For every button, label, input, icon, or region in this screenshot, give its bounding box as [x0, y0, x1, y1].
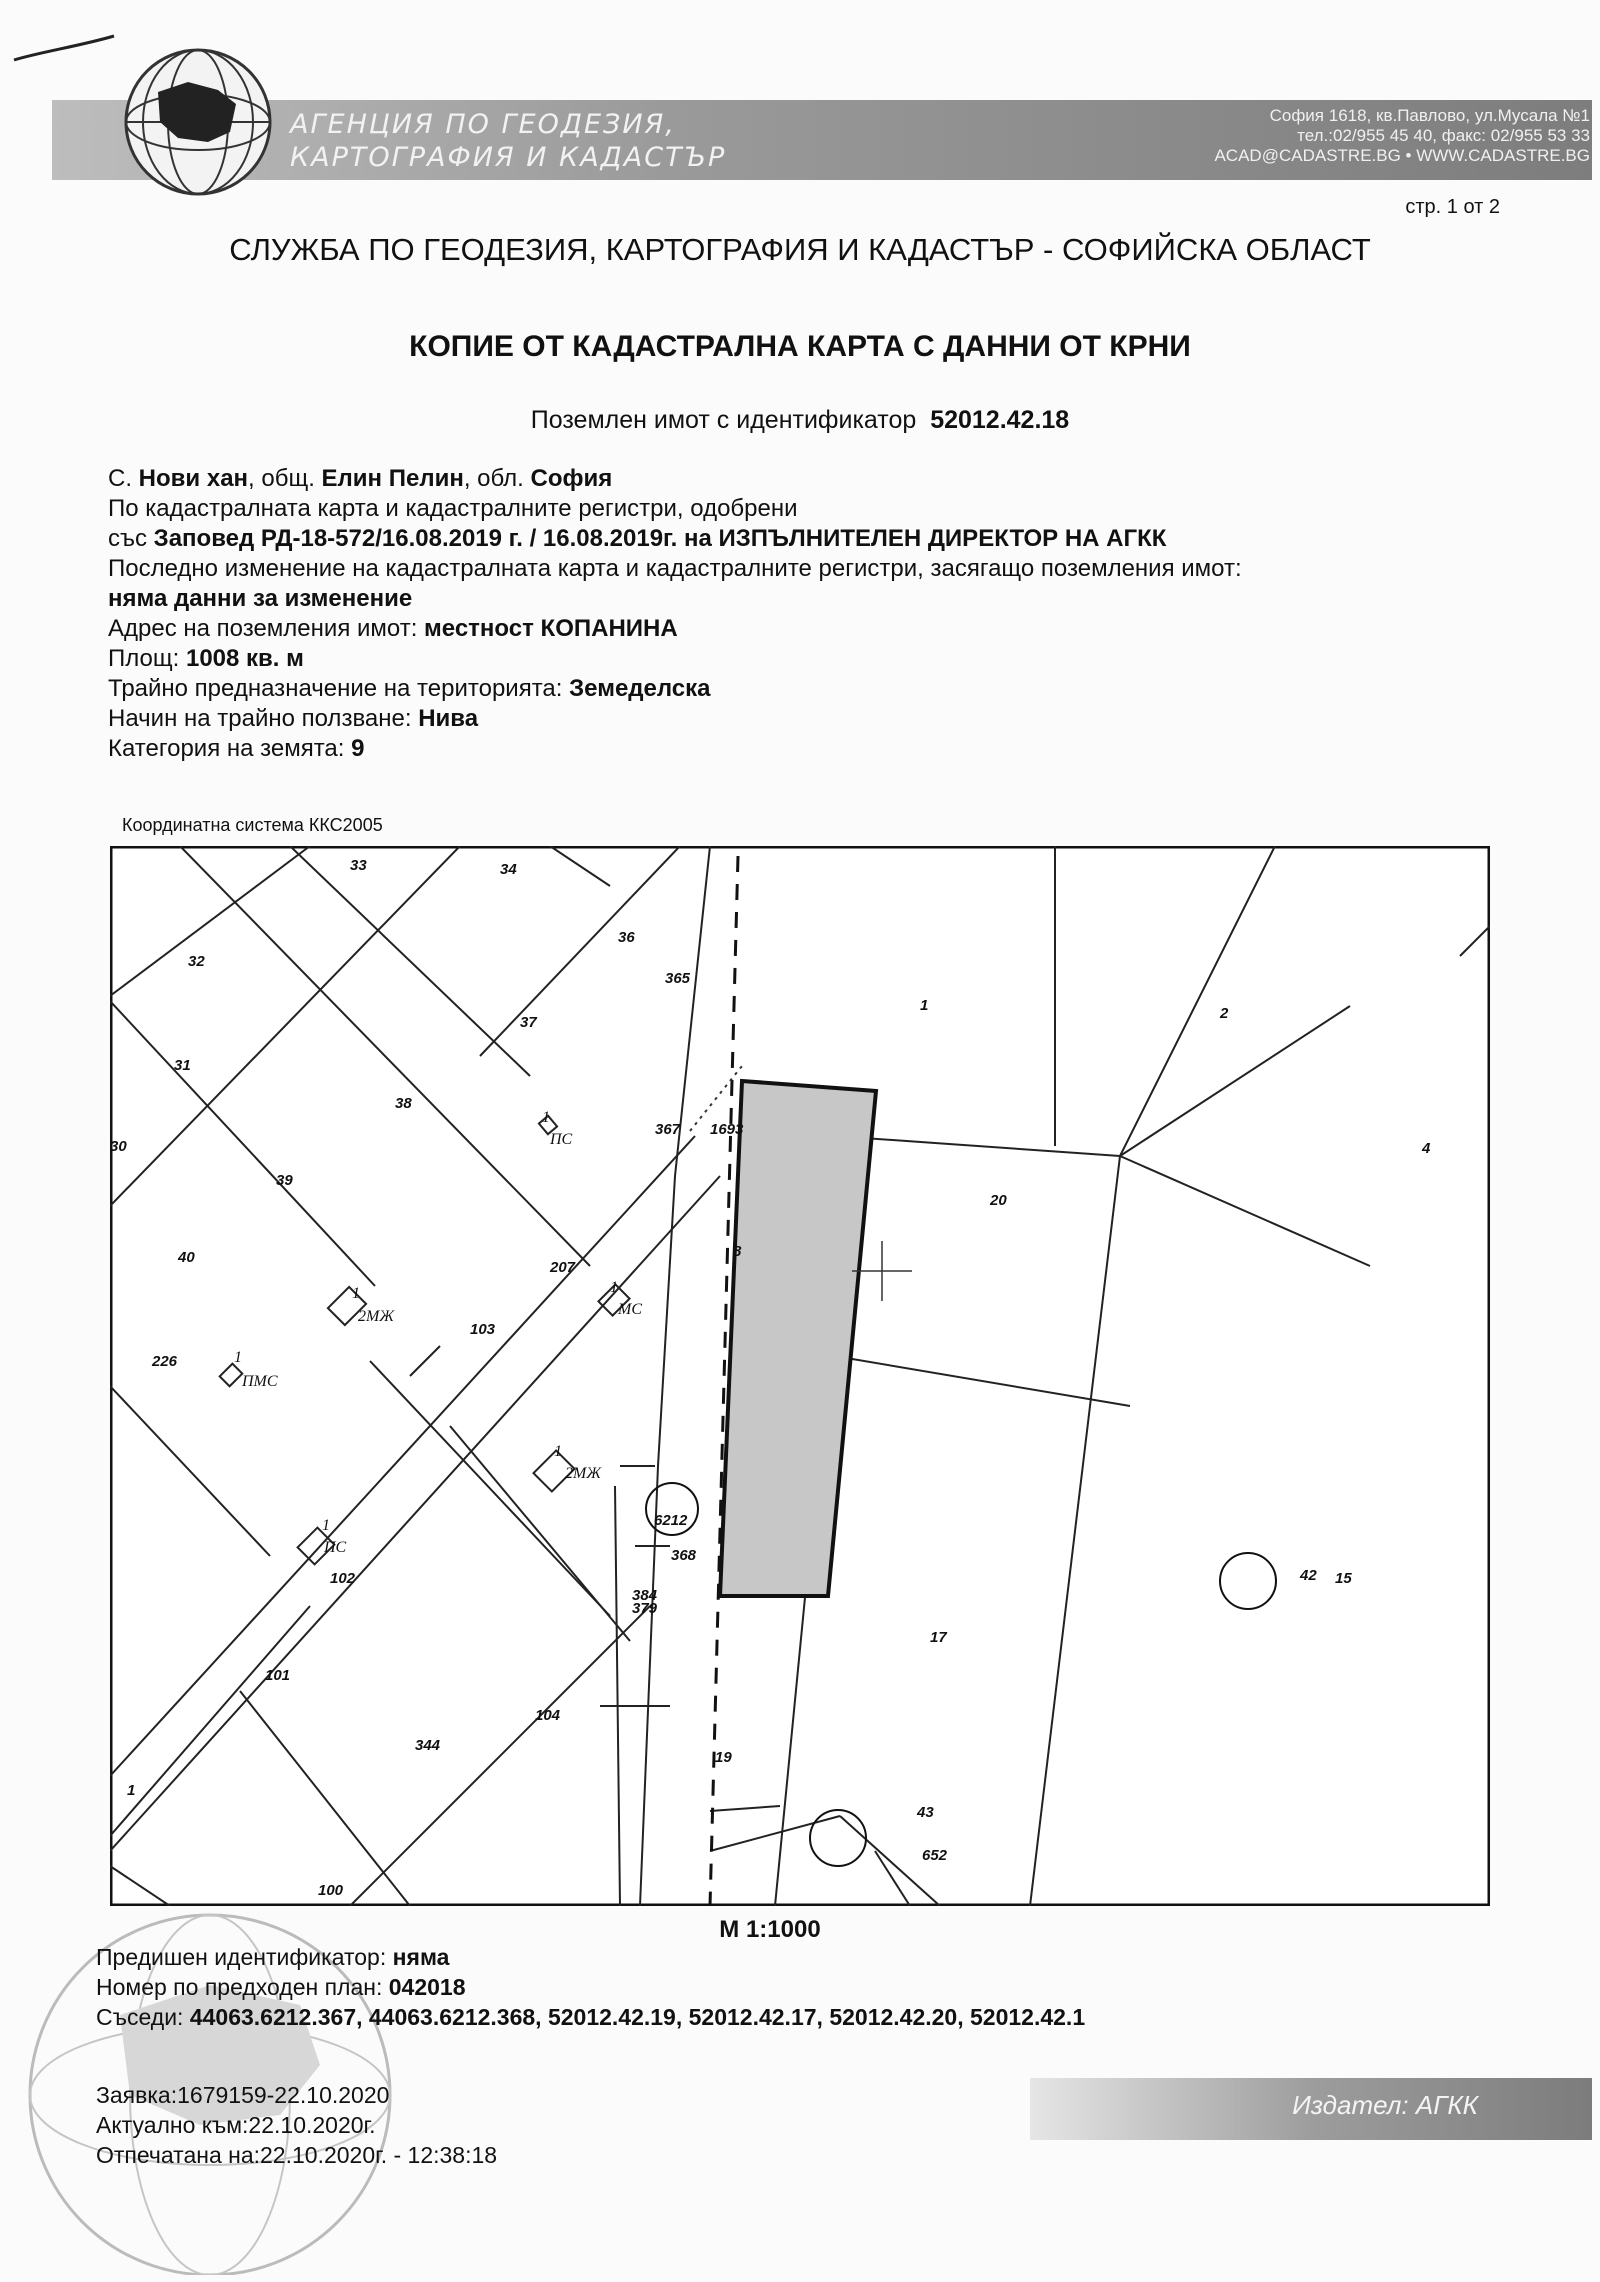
building-label: ПМС — [242, 1373, 278, 1390]
parcel-number-label: 36 — [618, 929, 635, 946]
purpose-line: Трайно предназначение на територията: Земеделска — [108, 675, 711, 702]
parcel-number-label: 1 — [920, 997, 929, 1014]
category-value: 9 — [351, 735, 365, 762]
parcel-number-label: 30 — [110, 1138, 127, 1155]
address-value: местност КОПАНИНА — [424, 615, 678, 642]
prev-plan-value: 042018 — [388, 1974, 466, 2000]
contact-phone: тел.:02/955 45 40, факс: 02/955 53 33 — [1297, 126, 1590, 145]
parcel-number-label: 32 — [188, 953, 205, 970]
document-title: КОПИЕ ОТ КАДАСТРАЛНА КАРТА С ДАННИ ОТ КРНИ — [409, 330, 1191, 363]
parcel-number-label: 1 — [127, 1782, 136, 1799]
building-label: МС — [618, 1301, 642, 1318]
parcel-number-label: 367 — [655, 1121, 681, 1138]
purpose-value: Земеделска — [569, 675, 711, 702]
address-line: Адрес на поземления имот: местност КОПАНИНА — [108, 615, 678, 642]
previous-id-line: Предишен идентификатор: няма — [96, 1944, 450, 1970]
building-label: ПС — [550, 1131, 573, 1148]
parcel-number-label: 368 — [671, 1547, 697, 1564]
parcel-number-label: 226 — [152, 1353, 178, 1370]
usage-line: Начин на трайно ползване: Нива — [108, 705, 479, 732]
category-line: Категория на земята: 9 — [108, 735, 365, 762]
building-label: 1 — [234, 1349, 242, 1366]
parcel-number-label: 19 — [715, 1749, 732, 1766]
parcel-label: Поземлен имот с идентификатор — [530, 406, 917, 434]
order-line: със Заповед РД-18-572/16.08.2019 г. / 16.08.2019г. на ИЗПЪЛНИТЕЛЕН ДИРЕКТОР НА АГКК — [108, 525, 1167, 552]
parcel-number-label: 34 — [500, 861, 517, 878]
parcel-number-label: 101 — [265, 1667, 291, 1684]
map-scale: М 1:1000 — [719, 1916, 821, 1943]
settlement: Нови хан — [138, 465, 249, 492]
cadastral-map — [110, 846, 1490, 1906]
parcel-number-label: 31 — [174, 1057, 191, 1074]
parcel-number-label: 17 — [930, 1629, 947, 1646]
parcel-number-label: 1693 — [710, 1121, 744, 1138]
globe-bulgaria-icon — [118, 42, 278, 202]
order: Заповед РД-18-572/16.08.2019 г. / 16.08.2019г. на ИЗПЪЛНИТЕЛЕН ДИРЕКТОР НА АГКК — [153, 525, 1167, 552]
page-number: стр. 1 от 2 — [1405, 196, 1500, 218]
parcel-number-label: 102 — [330, 1570, 356, 1587]
agency-name-line2: КАРТОГРАФИЯ И КАДАСТЪР — [290, 142, 727, 173]
parcel-number-label: 42 — [1300, 1567, 1317, 1584]
agency-name-line1: АГЕНЦИЯ ПО ГЕОДЕЗИЯ, — [290, 109, 676, 140]
office-name: СЛУЖБА ПО ГЕОДЕЗИЯ, КАРТОГРАФИЯ И КАДАСТЪР - СОФИЙСКА ОБЛАСТ — [229, 232, 1371, 267]
building-label: 1 — [322, 1517, 330, 1534]
parcel-number-label: 344 — [415, 1737, 441, 1754]
building-label: 1 — [554, 1443, 562, 1460]
parcel-number-label: 39 — [276, 1172, 293, 1189]
building-label: 1 — [352, 1285, 360, 1302]
parcel-number-label: 15 — [1335, 1570, 1352, 1587]
agency-name — [290, 108, 726, 174]
settlement-line: С. Нови хан, общ. Елин Пелин, обл. София — [108, 465, 613, 492]
parcel-number-label: 652 — [922, 1847, 948, 1864]
building-label: 1 — [610, 1279, 618, 1296]
parcel-identifier — [0, 406, 1600, 435]
neighbors-value: 44063.6212.367, 44063.6212.368, 52012.42.19, 52012.42.17, 52012.42.20, 52012.42.1 — [189, 2004, 1086, 2030]
parcel-number-label: 33 — [350, 857, 367, 874]
neighbors-line: Съседи: 44063.6212.367, 44063.6212.368, 52012.42.19, 52012.42.17, 52012.42.20, 52012.42.1 — [96, 2004, 1086, 2030]
contact-web: ACAD@CADASTRE.BG • WWW.CADASTRE.BG — [1214, 146, 1590, 165]
area-value: 1008 кв. м — [185, 645, 304, 672]
parcel-number-label: 37 — [520, 1014, 537, 1031]
prev-plan-line: Номер по предходен план: 042018 — [96, 1974, 466, 2000]
pen-stroke-mark — [10, 28, 120, 68]
parcel-number-label: 384 — [632, 1587, 658, 1604]
printed-on-line: Отпечатана на:22.10.2020г. - 12:38:18 — [96, 2142, 498, 2168]
building-label: 2МЖ — [358, 1308, 394, 1325]
last-change-label: Последно изменение на кадастралната карта и кадастралните регистри, засягащо поземления имот: — [108, 555, 1242, 582]
current-to-line: Актуално към:22.10.2020г. — [96, 2112, 376, 2138]
parcel-number-label: 43 — [917, 1804, 934, 1821]
parcel-number-label: 8 — [733, 1243, 742, 1260]
municipality: Елин Пелин — [321, 465, 464, 492]
publisher: Издател: АГКК — [1292, 2090, 1478, 2120]
parcel-number-label: 2 — [1220, 1005, 1229, 1022]
parcel-number-label: 100 — [318, 1882, 344, 1899]
parcel-number-label: 379 — [632, 1600, 658, 1617]
parcel-number-label: 38 — [395, 1095, 412, 1112]
contact-address: София 1618, кв.Павлово, ул.Мусала №1 — [1269, 106, 1590, 125]
parcel-number-label: 104 — [535, 1707, 561, 1724]
coordinate-system: Координатна система ККС2005 — [122, 815, 383, 835]
parcel-number-label: 6212 — [654, 1512, 688, 1529]
area-line: Площ: 1008 кв. м — [108, 645, 304, 672]
parcel-id: 52012.42.18 — [930, 406, 1070, 434]
usage-value: Нива — [418, 705, 479, 732]
building-label: 1 — [542, 1109, 550, 1126]
request-line: Заявка:1679159-22.10.2020 — [96, 2082, 390, 2108]
building-label: 2МЖ — [565, 1465, 601, 1482]
approved-line: По кадастралната карта и кадастралните регистри, одобрени — [108, 495, 798, 522]
region: София — [530, 465, 613, 492]
last-change-value: няма данни за изменение — [108, 585, 413, 612]
parcel-number-label: 4 — [1422, 1140, 1431, 1157]
parcel-number-label: 365 — [665, 970, 691, 987]
previous-id-value: няма — [392, 1944, 450, 1970]
building-label: ПС — [324, 1539, 347, 1556]
parcel-number-label: 40 — [178, 1249, 195, 1266]
parcel-number-label: 103 — [470, 1321, 496, 1338]
parcel-number-label: 20 — [990, 1192, 1007, 1209]
parcel-number-label: 207 — [550, 1259, 576, 1276]
agency-contact — [1214, 106, 1590, 166]
